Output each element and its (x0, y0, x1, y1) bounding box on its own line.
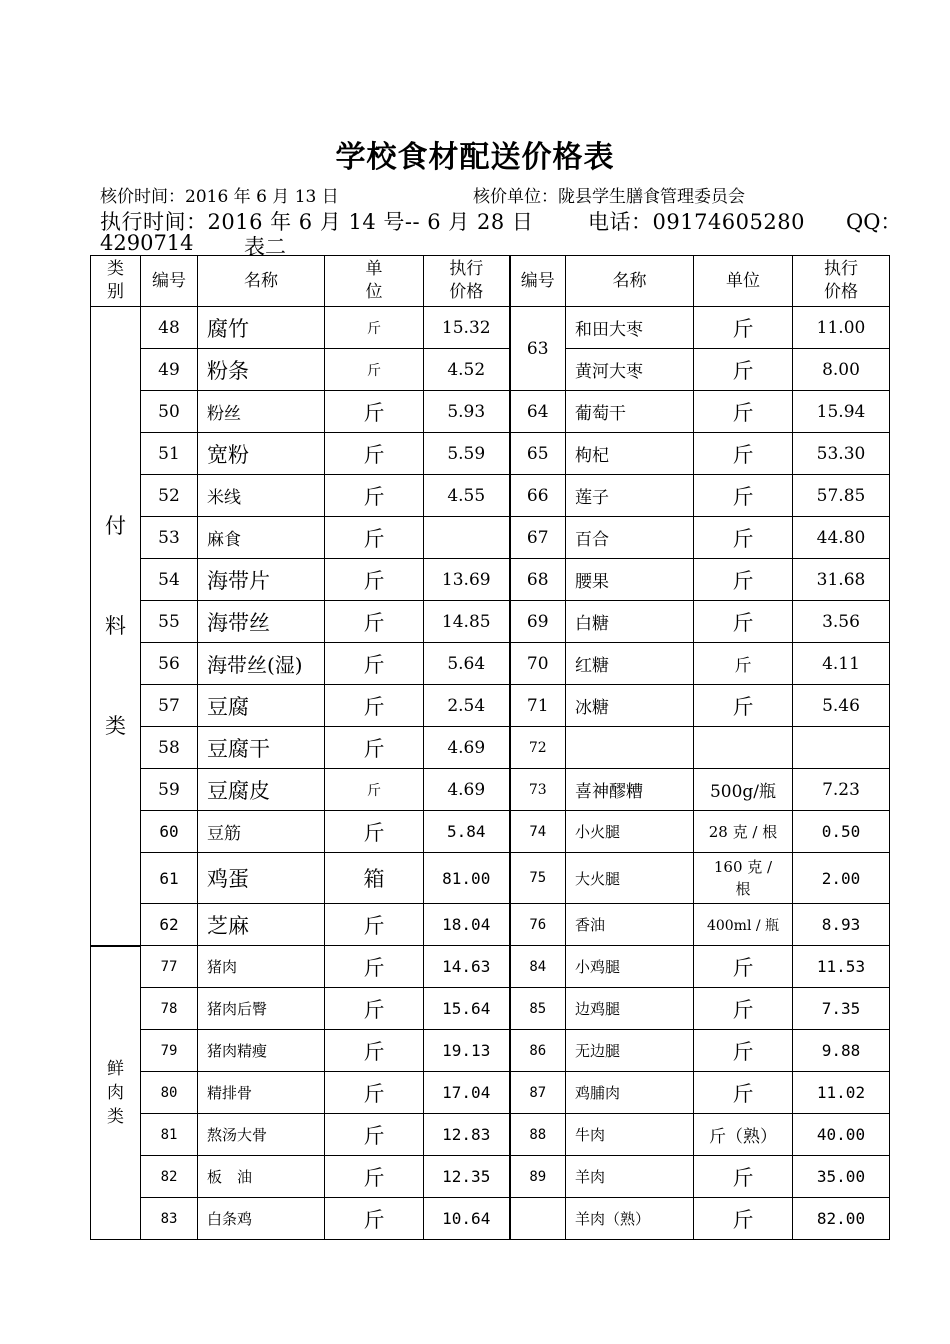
item-price: 14.63 (424, 946, 510, 988)
item-unit: 斤 (325, 685, 424, 727)
item-code: 60 (141, 811, 198, 853)
item-name: 红糖 (566, 643, 694, 685)
item-unit: 斤 (325, 433, 424, 475)
col-unit: 单位 (325, 256, 424, 307)
item-name: 羊肉 (566, 1156, 694, 1198)
item-unit: 160 克 / 根 (694, 853, 793, 904)
item-name: 豆腐皮 (198, 769, 325, 811)
item-code: 81 (141, 1114, 198, 1156)
item-unit: 斤 (325, 601, 424, 643)
item-code: 75 (510, 853, 566, 904)
item-code: 79 (141, 1030, 198, 1072)
item-unit: 斤 (325, 1114, 424, 1156)
item-code: 85 (510, 988, 566, 1030)
table-row (91, 601, 890, 643)
item-name: 腰果 (566, 559, 694, 601)
item-price: 7.35 (793, 988, 890, 1030)
item-unit: 斤 (325, 559, 424, 601)
item-price: 13.69 (424, 559, 510, 601)
item-unit: 斤 (694, 475, 793, 517)
item-code: 89 (510, 1156, 566, 1198)
item-price: 9.88 (793, 1030, 890, 1072)
header-row (91, 256, 890, 307)
item-code: 68 (510, 559, 566, 601)
item-code: 76 (510, 904, 566, 946)
item-unit: 斤 (325, 727, 424, 769)
item-code: 55 (141, 601, 198, 643)
item-code: 82 (141, 1156, 198, 1198)
item-name (566, 727, 694, 769)
item-name: 腐竹 (198, 307, 325, 349)
item-unit: 斤 (325, 643, 424, 685)
item-unit: 斤 (694, 685, 793, 727)
item-code: 53 (141, 517, 198, 559)
item-name: 芝麻 (198, 904, 325, 946)
item-price: 5.93 (424, 391, 510, 433)
table-row (91, 1114, 890, 1156)
item-code: 80 (141, 1072, 198, 1114)
item-name: 枸杞 (566, 433, 694, 475)
item-price: 31.68 (793, 559, 890, 601)
item-name: 大火腿 (566, 853, 694, 904)
item-name: 白条鸡 (198, 1198, 325, 1240)
item-unit: 斤 (694, 391, 793, 433)
item-name: 喜神醪糟 (566, 769, 694, 811)
item-name: 豆筋 (198, 811, 325, 853)
item-price: 5.84 (424, 811, 510, 853)
col-name: 名称 (198, 256, 325, 307)
item-code: 72 (510, 727, 566, 769)
item-unit: 斤（熟） (694, 1114, 793, 1156)
item-price: 17.04 (424, 1072, 510, 1114)
item-unit: 斤 (325, 988, 424, 1030)
item-code: 57 (141, 685, 198, 727)
item-name: 精排骨 (198, 1072, 325, 1114)
item-unit: 斤 (325, 349, 424, 391)
item-code: 86 (510, 1030, 566, 1072)
item-code: 69 (510, 601, 566, 643)
item-price: 82.00 (793, 1198, 890, 1240)
price-table (90, 255, 890, 1240)
item-name: 宽粉 (198, 433, 325, 475)
item-unit: 400ml / 瓶 (694, 904, 793, 946)
table-row (91, 391, 890, 433)
category-xianrou: 鲜肉类 (91, 946, 141, 1240)
item-price: 8.93 (793, 904, 890, 946)
item-name: 白糖 (566, 601, 694, 643)
table-row (91, 769, 890, 811)
item-price: 0.50 (793, 811, 890, 853)
item-unit: 斤 (325, 1030, 424, 1072)
item-name: 黄河大枣 (566, 349, 694, 391)
item-price: 15.32 (424, 307, 510, 349)
item-unit: 斤 (694, 601, 793, 643)
check-unit: 核价单位：陇县学生膳食管理委员会 (473, 187, 745, 207)
item-code: 84 (510, 946, 566, 988)
table-number: 表二 (244, 235, 286, 259)
col-unit2: 单位 (694, 256, 793, 307)
item-name: 猪肉后臀 (198, 988, 325, 1030)
table-row (91, 475, 890, 517)
item-price: 4.11 (793, 643, 890, 685)
item-unit: 斤 (694, 559, 793, 601)
item-name: 鸡蛋 (198, 853, 325, 904)
item-code: 74 (510, 811, 566, 853)
item-code: 71 (510, 685, 566, 727)
item-name: 豆腐 (198, 685, 325, 727)
table-row (91, 433, 890, 475)
item-code: 58 (141, 727, 198, 769)
item-unit: 斤 (325, 1156, 424, 1198)
item-name: 和田大枣 (566, 307, 694, 349)
item-name: 猪肉精瘦 (198, 1030, 325, 1072)
item-code: 50 (141, 391, 198, 433)
table-row (91, 988, 890, 1030)
table-row (91, 946, 890, 988)
item-unit: 斤 (325, 811, 424, 853)
table-row (91, 1030, 890, 1072)
item-name: 无边腿 (566, 1030, 694, 1072)
item-name: 牛肉 (566, 1114, 694, 1156)
table-row (91, 904, 890, 946)
item-code: 73 (510, 769, 566, 811)
col-code2: 编号 (510, 256, 566, 307)
item-name: 海带丝(湿) (198, 643, 325, 685)
table-row (91, 1198, 890, 1240)
item-price: 14.85 (424, 601, 510, 643)
item-unit: 箱 (325, 853, 424, 904)
item-price: 18.04 (424, 904, 510, 946)
item-price: 4.55 (424, 475, 510, 517)
item-unit: 斤 (325, 307, 424, 349)
item-unit: 斤 (694, 517, 793, 559)
item-price: 11.53 (793, 946, 890, 988)
item-price: 57.85 (793, 475, 890, 517)
item-name: 熬汤大骨 (198, 1114, 325, 1156)
item-name: 冰糖 (566, 685, 694, 727)
item-name: 粉条 (198, 349, 325, 391)
item-unit: 斤 (694, 1198, 793, 1240)
item-name: 麻食 (198, 517, 325, 559)
table-row (91, 1156, 890, 1198)
item-name: 豆腐干 (198, 727, 325, 769)
item-code (510, 1198, 566, 1240)
item-code: 51 (141, 433, 198, 475)
item-name: 米线 (198, 475, 325, 517)
item-price: 44.80 (793, 517, 890, 559)
item-unit: 斤 (694, 1030, 793, 1072)
item-price: 11.02 (793, 1072, 890, 1114)
item-name: 鸡脯肉 (566, 1072, 694, 1114)
table-row (91, 685, 890, 727)
item-price: 5.59 (424, 433, 510, 475)
item-unit: 斤 (325, 769, 424, 811)
page-title: 学校食材配送价格表 (335, 140, 615, 175)
item-price: 5.46 (793, 685, 890, 727)
item-code: 66 (510, 475, 566, 517)
table-row (91, 811, 890, 853)
item-unit: 斤 (325, 475, 424, 517)
item-unit: 500g/瓶 (694, 769, 793, 811)
item-unit: 斤 (694, 433, 793, 475)
item-unit: 斤 (694, 946, 793, 988)
item-code: 67 (510, 517, 566, 559)
item-price: 81.00 (424, 853, 510, 904)
item-price: 15.64 (424, 988, 510, 1030)
item-name: 海带片 (198, 559, 325, 601)
item-price (424, 517, 510, 559)
item-code: 78 (141, 988, 198, 1030)
item-unit: 斤 (694, 1072, 793, 1114)
item-unit: 斤 (694, 1156, 793, 1198)
qq-number: 4290714 (100, 231, 194, 255)
item-price: 4.69 (424, 727, 510, 769)
item-price: 12.35 (424, 1156, 510, 1198)
item-unit: 斤 (325, 1072, 424, 1114)
item-code: 65 (510, 433, 566, 475)
item-unit: 斤 (325, 517, 424, 559)
item-price (793, 727, 890, 769)
table-row (91, 853, 890, 904)
item-price: 2.00 (793, 853, 890, 904)
item-code: 49 (141, 349, 198, 391)
table-row (91, 727, 890, 769)
item-unit: 28 克 / 根 (694, 811, 793, 853)
item-code: 59 (141, 769, 198, 811)
item-price: 8.00 (793, 349, 890, 391)
col-code: 编号 (141, 256, 198, 307)
item-price: 35.00 (793, 1156, 890, 1198)
item-name: 小火腿 (566, 811, 694, 853)
phone: 电话：09174605280 (588, 210, 805, 234)
item-unit: 斤 (325, 904, 424, 946)
item-price: 40.00 (793, 1114, 890, 1156)
item-unit: 斤 (694, 307, 793, 349)
item-name: 粉丝 (198, 391, 325, 433)
check-time: 核价时间：2016 年 6 月 13 日 (100, 187, 339, 207)
item-name: 羊肉（熟） (566, 1198, 694, 1240)
category-fuliao: 付料类 (91, 307, 141, 946)
item-name: 百合 (566, 517, 694, 559)
table-row (91, 1072, 890, 1114)
item-code: 88 (510, 1114, 566, 1156)
col-category: 类别 (91, 256, 141, 307)
item-unit: 斤 (694, 349, 793, 391)
item-unit: 斤 (694, 988, 793, 1030)
item-name: 板 油 (198, 1156, 325, 1198)
item-name: 香油 (566, 904, 694, 946)
item-unit: 斤 (694, 643, 793, 685)
item-code: 52 (141, 475, 198, 517)
item-price: 19.13 (424, 1030, 510, 1072)
item-name: 葡萄干 (566, 391, 694, 433)
table-row (91, 349, 890, 391)
item-price: 12.83 (424, 1114, 510, 1156)
item-code: 54 (141, 559, 198, 601)
item-code: 48 (141, 307, 198, 349)
item-name: 海带丝 (198, 601, 325, 643)
item-price: 11.00 (793, 307, 890, 349)
item-price: 53.30 (793, 433, 890, 475)
item-code: 77 (141, 946, 198, 988)
table-row (91, 643, 890, 685)
item-name: 莲子 (566, 475, 694, 517)
col-price: 执行价格 (424, 256, 510, 307)
qq-label: QQ： (846, 210, 902, 234)
item-code: 70 (510, 643, 566, 685)
item-unit: 斤 (325, 391, 424, 433)
item-unit (694, 727, 793, 769)
col-name2: 名称 (566, 256, 694, 307)
item-price: 7.23 (793, 769, 890, 811)
item-name: 小鸡腿 (566, 946, 694, 988)
exec-time: 执行时间：2016 年 6 月 14 号-- 6 月 28 日 (100, 210, 534, 234)
table-row (91, 517, 890, 559)
item-code: 56 (141, 643, 198, 685)
item-name: 猪肉 (198, 946, 325, 988)
table-row (91, 559, 890, 601)
table-row (91, 307, 890, 349)
item-unit: 斤 (325, 946, 424, 988)
item-code: 62 (141, 904, 198, 946)
item-unit: 斤 (325, 1198, 424, 1240)
item-price: 5.64 (424, 643, 510, 685)
item-price: 15.94 (793, 391, 890, 433)
item-code: 83 (141, 1198, 198, 1240)
item-price: 3.56 (793, 601, 890, 643)
item-price: 10.64 (424, 1198, 510, 1240)
item-price: 4.52 (424, 349, 510, 391)
item-price: 4.69 (424, 769, 510, 811)
item-price: 2.54 (424, 685, 510, 727)
item-code: 64 (510, 391, 566, 433)
item-name: 边鸡腿 (566, 988, 694, 1030)
col-price2: 执行价格 (793, 256, 890, 307)
item-code: 63 (510, 307, 566, 391)
item-code: 61 (141, 853, 198, 904)
item-code: 87 (510, 1072, 566, 1114)
